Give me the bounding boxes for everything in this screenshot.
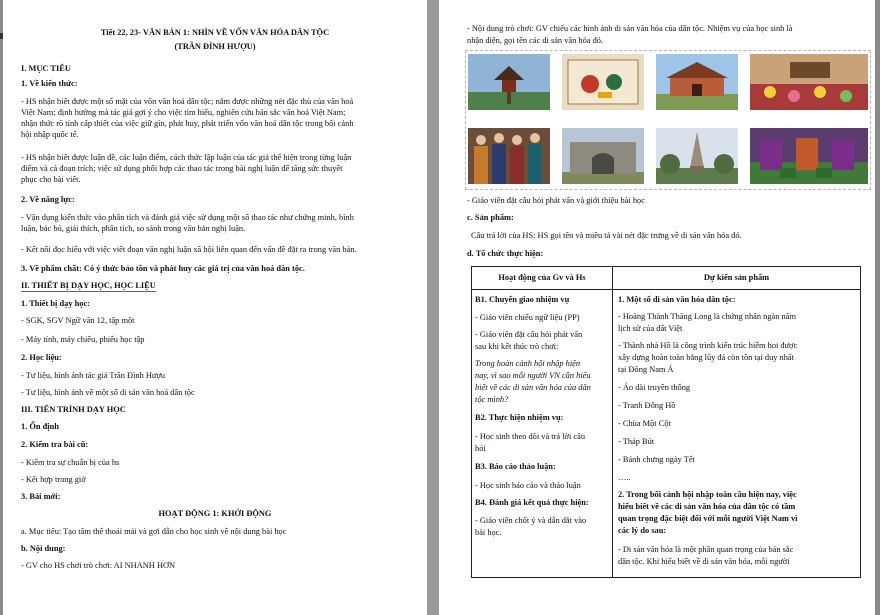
table-cell-line: sau khi kết thúc trò chơi:: [475, 342, 559, 351]
paragraph-line: hội nhập quốc tế.: [21, 130, 79, 139]
table-cell-line: dân tộc. Khi hiểu biết về di sản văn hóa, mỗi người: [618, 557, 790, 566]
section-objectives-heading: I. MỤC TIÊU: [21, 64, 71, 73]
knowledge-heading: 1. Về kiến thức:: [21, 79, 78, 88]
page-gutter: [427, 0, 439, 615]
table-cell-line: - Di sản văn hóa là một phần quan trọng của bản sắc: [618, 545, 794, 554]
table-cell-line: - Giáo viên chiếu ngữ liệu (PP): [475, 313, 580, 322]
table-cell-line: tại Đông Nam Á: [618, 365, 674, 374]
table-cell-line: hỏi: [475, 444, 486, 453]
table-cell-line: biết về các di sản văn hóa của dân: [475, 383, 591, 392]
list-item: - Kết hợp trong giờ: [21, 475, 86, 484]
one-pillar-pagoda-photo: [468, 54, 550, 110]
paragraph-line: - Kết nối đọc hiểu với việc viết đoạn văn nghị luận xã hội liên quan đến vấn đề đặt ra trong văn bản.: [21, 245, 357, 254]
paragraph-line: nhận thức rõ tính cấp thiết của việc giữ gìn, phát huy, phát triển vốn văn hoá dân tộc trong bối cảnh: [21, 119, 354, 128]
paragraph-line: - HS nhận biết được luận đề, các luận điểm, cách thức lập luận của tác giả thể hiện trong từng luận: [21, 153, 352, 162]
question-line: - Giáo viên đặt câu hỏi phát vấn và giới thiệu bài học: [467, 196, 645, 205]
table-cell-line: - Học sinh báo cáo và thảo luận: [475, 481, 581, 490]
game-content-line: - Nội dung trò chơi: GV chiếu các hình ảnh di sản văn hóa của dân tộc. Nhiệm vụ của học sinh là: [467, 24, 793, 33]
table-cell-line: - Tháp Bút: [618, 437, 655, 446]
table-cell-line: lịch sử của đất Việt: [618, 324, 683, 333]
materials-heading: 2. Học liệu:: [21, 353, 62, 362]
game-content-line: nhận diện, gọi tên các di sản văn hóa đó.: [467, 36, 604, 45]
table-cell-line: - Bánh chưng ngày Tết: [618, 455, 695, 464]
ao-dai-group-photo: [468, 128, 550, 184]
table-cell-line: - Tranh Đông Hồ: [618, 401, 676, 410]
table-cell-line: - Giáo viên chốt ý và dẫn dắt vào: [475, 516, 587, 525]
table-cell-line: xây dựng hoàn toàn bằng lũy đá còn tồn tại duy nhất: [618, 353, 794, 362]
paragraph-line: luận, bác bỏ, giải thích, phân tích, so sánh trong văn bản nghị luận.: [21, 224, 246, 233]
lesson-title: Tiết 22, 23- VĂN BẢN 1: NHÌN VỀ VỐN VĂN HÓA DÂN TỘC: [100, 28, 330, 37]
table-cell-line: - Áo dài truyền thống: [618, 383, 691, 392]
step-heading: 1. Ổn định: [21, 422, 59, 431]
table-cell-line: quan trọng đặc biệt đối với mỗi người Việt Nam vì: [618, 514, 798, 523]
banh-chung-making-photo: [750, 128, 868, 184]
table-cell-line: …..: [618, 473, 631, 482]
product-heading: c. Sản phẩm:: [467, 213, 514, 222]
equipment-heading: 1. Thiết bị dạy học:: [21, 299, 90, 308]
content-heading: b. Nội dung:: [21, 544, 66, 553]
table-cell-line: hiểu biết về các di sản văn hóa của dân tộc có tầm: [618, 502, 796, 511]
list-item: - Máy tính, máy chiếu, phiếu học tập: [21, 335, 145, 344]
table-cell-line: B4. Đánh giá kết quả thực hiện:: [475, 498, 589, 507]
list-item: - GV cho HS chơi trò chơi: AI NHANH HƠN: [21, 561, 176, 570]
table-cell-line: 2. Trong bối cảnh hội nhập toàn cầu hiện nay, việc: [618, 490, 797, 499]
table-cell-line: Trong hoàn cảnh hội nhập hiện: [475, 359, 581, 368]
table-cell-line: nay, vì sao mỗi người VN cần hiểu: [475, 371, 591, 380]
activity-heading: HOẠT ĐỘNG 1: KHỞI ĐỘNG: [158, 509, 272, 518]
table-header-activities: Hoạt động của Gv và Hs: [472, 267, 612, 290]
table-cell-line: - Học sinh theo dõi và trả lời câu: [475, 432, 586, 441]
heritage-photo-grid: [465, 50, 871, 190]
equipment-section-heading: II. THIẾT BỊ DẠY HỌC, HỌC LIỆU: [21, 281, 156, 290]
table-cell-line: 1. Một số di sản văn hóa dân tộc:: [618, 295, 736, 304]
stone-citadel-gate-photo: [562, 128, 644, 184]
table-cell-line: - Thành nhà Hồ là công trình kiến trúc hiếm hoi được: [618, 341, 798, 350]
table-cell-line: - Hoàng Thành Thăng Long là chứng nhân ngàn năm: [618, 312, 796, 321]
table-cell-line: các lý do sau:: [618, 526, 667, 535]
table-cell-line: - Giáo viên đặt câu hỏi phát vấn: [475, 330, 583, 339]
paragraph-line: Việt Nam; định hướng mà tác giả gợi ý cho việc tìm hiểu, nghiên cứu bản sắc văn hoá Việt Nam;: [21, 108, 346, 117]
document-page-right: [439, 0, 875, 615]
paragraph-line: điểm và cả đoạn trích; việc sử dụng phối hợp các thao tác trong bài nghị luận để tăng sức thuyết: [21, 164, 343, 173]
table-cell-line: tộc mình?: [475, 395, 509, 404]
hue-citadel-gate-photo: [656, 54, 738, 110]
product-text: Câu trả lời của HS: HS gọi tên và miêu tả vài nét đặc trưng về di sản văn hóa đó.: [471, 231, 742, 240]
skills-heading: 2. Về năng lực:: [21, 195, 75, 204]
organization-heading: d. Tổ chức thực hiện:: [467, 249, 544, 258]
author-title: (TRẦN ĐÌNH HƯỢU): [174, 42, 256, 51]
step-heading: 2. Kiểm tra bài cũ:: [21, 440, 89, 449]
table-cell-line: B1. Chuyển giao nhiệm vụ: [475, 295, 570, 304]
procedure-heading: III. TIẾN TRÌNH DẠY HỌC: [21, 405, 126, 414]
list-item: - Tư liệu, hình ảnh tác giả Trần Đình Hượu: [21, 371, 166, 380]
list-item: - Tư liệu, hình ảnh về một số di sản văn hoá dân tộc: [21, 388, 195, 397]
paragraph-line: - Vận dụng kiến thức vào phân tích và đánh giá việc sử dụng một số thao tác như chứng minh, bình: [21, 213, 354, 222]
activity-table: [471, 266, 861, 578]
step-heading: 3. Bài mới:: [21, 492, 61, 501]
qualities-line: 3. Về phẩm chất: Có ý thức bảo tồn và phát huy các giá trị của văn hoá dân tộc.: [21, 264, 305, 273]
pagoda-tower-photo: [656, 128, 738, 184]
table-divider: [612, 267, 613, 577]
paragraph-line: - HS nhận biết được một số mặt của vốn văn hoá dân tộc; nắm được những nét đặc thù của văn hoá: [21, 97, 354, 106]
list-item: - SGK, SGV Ngữ văn 12, tập một: [21, 316, 135, 325]
document-page-left: [3, 0, 427, 615]
table-header-products: Dự kiến sản phẩm: [613, 267, 860, 290]
table-cell-line: B3. Báo cáo thảo luận:: [475, 462, 556, 471]
table-cell-line: - Chùa Một Cột: [618, 419, 671, 428]
dong-ho-painting-photo: [562, 54, 644, 110]
flower-festival-photo: [750, 54, 868, 110]
paragraph-line: phục cho bài viết.: [21, 175, 81, 184]
table-cell-line: bài học.: [475, 528, 502, 537]
objective-line: a. Mục tiêu: Tạo tâm thế thoải mái và gợi dẫn cho học sinh về nội dung bài học: [21, 527, 287, 536]
list-item: - Kiểm tra sự chuẩn bị của hs: [21, 458, 120, 467]
table-cell-line: B2. Thực hiện nhiệm vụ:: [475, 413, 564, 422]
scroll-marker-icon: [0, 33, 3, 39]
